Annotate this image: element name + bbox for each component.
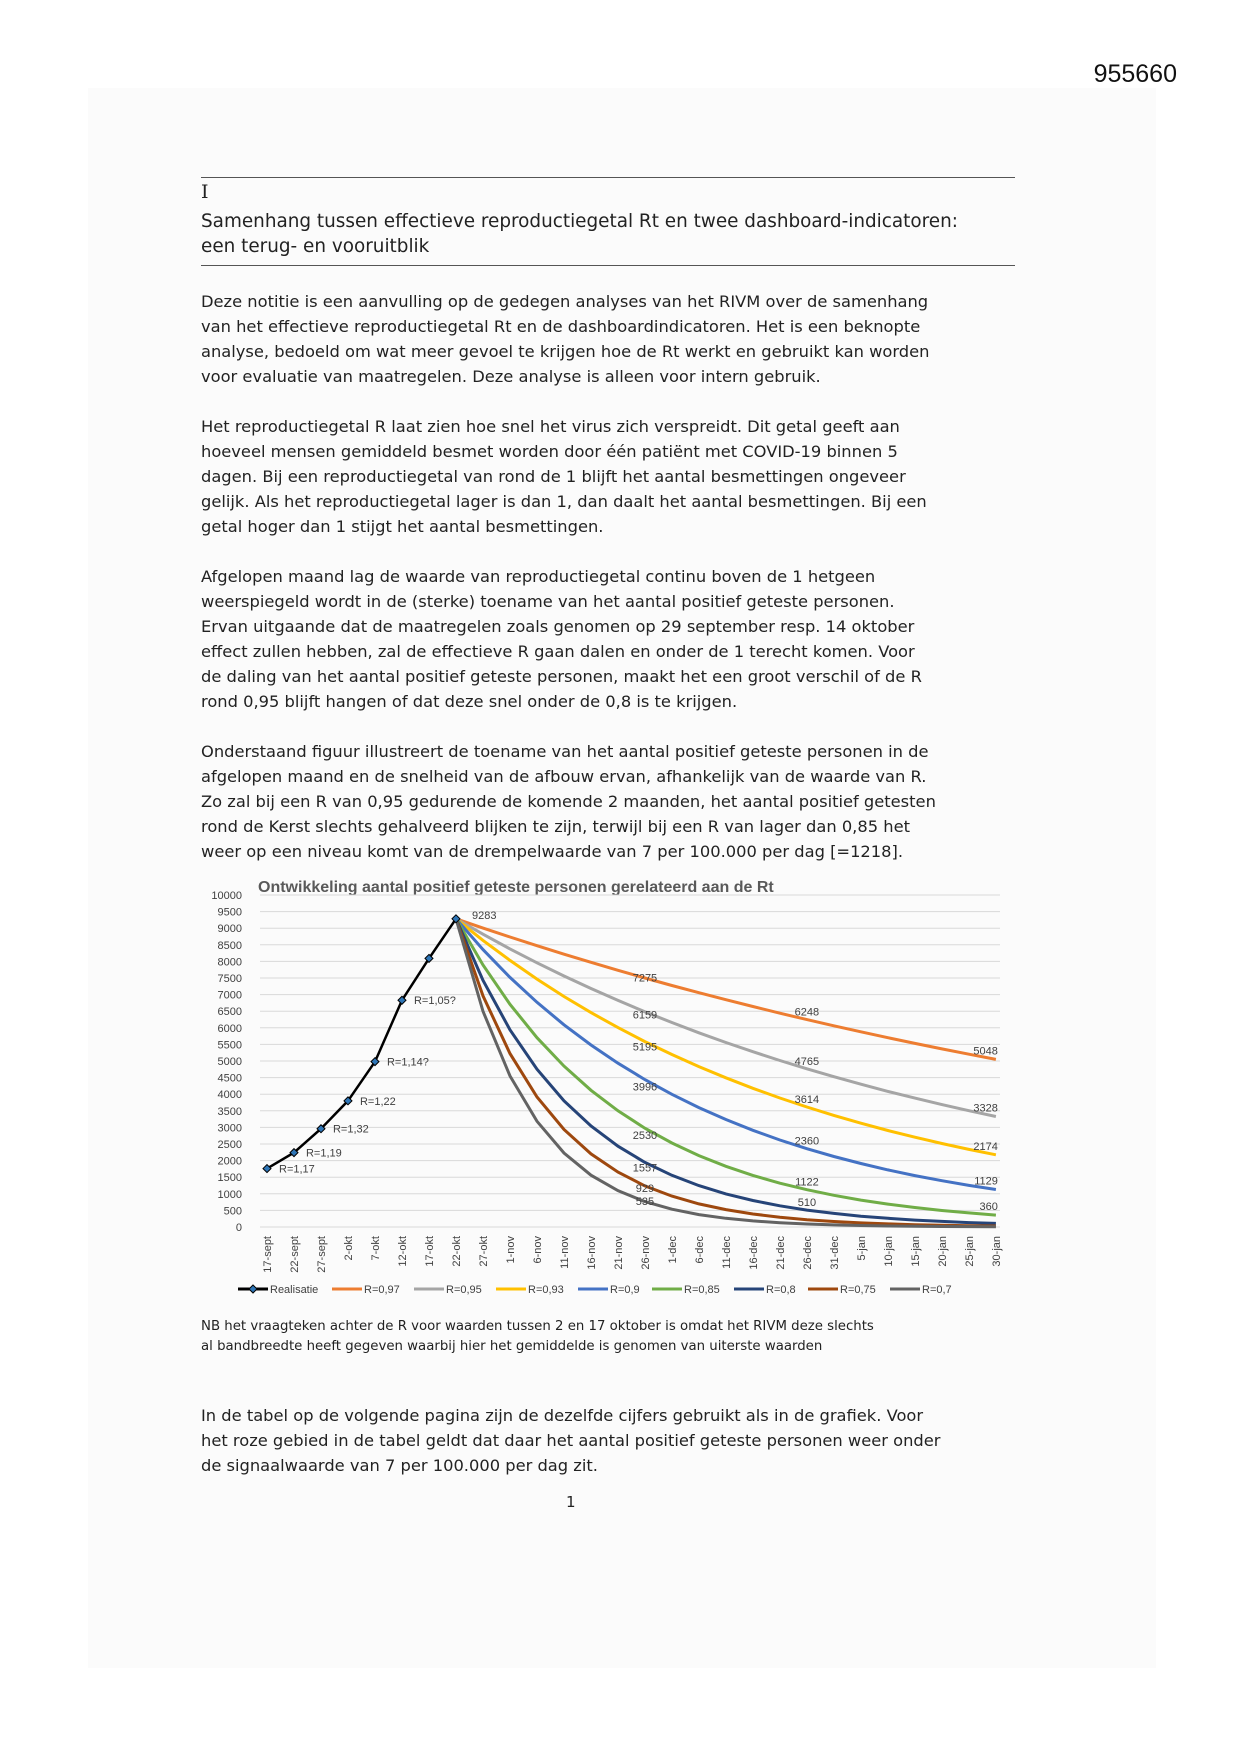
- x-tick-label: 2-okt: [342, 1236, 355, 1261]
- x-tick-label: 6-nov: [531, 1236, 544, 1264]
- x-tick-label: 10-jan: [882, 1236, 895, 1267]
- x-tick-label: 17-okt: [423, 1236, 436, 1267]
- x-tick-label: 11-nov: [558, 1236, 571, 1269]
- document-id: 955660: [1093, 60, 1177, 88]
- text-line: Zo zal bij een R van 0,95 gedurende de komende 2 maanden, het aantal positief getesten: [201, 792, 936, 811]
- r-value-label: R=1,05?: [413, 995, 456, 1008]
- text-line: In de tabel op de volgende pagina zijn de dezelfde cijfers gebruikt als in de grafiek. Voor: [201, 1406, 924, 1425]
- x-tick-label: 6-dec: [693, 1236, 706, 1264]
- legend-label: R=0,97: [364, 1284, 400, 1296]
- text-line: dagen. Bij een reproductiegetal van rond de 1 blijft het aantal besmettingen ongeveer: [201, 467, 906, 486]
- text-line: de signaalwaarde van 7 per 100.000 per dag zit.: [201, 1456, 598, 1475]
- data-label: 1557: [632, 1162, 658, 1175]
- text-line: analyse, bedoeld om wat meer gevoel te krijgen hoe de Rt werkt en gebruikt kan worden: [201, 342, 930, 361]
- y-tick-label: 6000: [217, 1022, 242, 1035]
- y-tick-label: 8000: [217, 956, 242, 969]
- legend-label: R=0,75: [840, 1284, 876, 1296]
- title-line: Samenhang tussen effectieve reproductiegetal Rt en twee dashboard-indicatoren:: [201, 211, 958, 232]
- y-tick-label: 5000: [217, 1056, 242, 1068]
- legend-label: R=0,7: [922, 1284, 952, 1296]
- series-line: [456, 919, 996, 1190]
- paragraph-last-month: [201, 564, 1021, 714]
- legend-label: R=0,9: [610, 1284, 640, 1296]
- x-tick-label: 26-dec: [801, 1236, 814, 1270]
- x-tick-label: 12-okt: [396, 1236, 409, 1267]
- text-line: de daling van het aantal positief geteste personen, maakt het een groot verschil of de R: [201, 667, 922, 686]
- data-label: 9283: [471, 909, 497, 922]
- text-line: Ervan uitgaande dat de maatregelen zoals genomen op 29 september resp. 14 oktober: [201, 617, 915, 636]
- text-line: weer op een niveau komt van de drempelwaarde van 7 per 100.000 per dag [=1218].: [201, 842, 904, 861]
- x-tick-label: 1-dec: [666, 1236, 679, 1264]
- x-tick-label: 22-sept: [288, 1236, 301, 1273]
- x-tick-label: 5-jan: [855, 1236, 868, 1261]
- x-tick-label: 21-dec: [774, 1236, 787, 1270]
- r-value-label: R=1,22: [359, 1095, 396, 1108]
- x-tick-label: 16-dec: [747, 1236, 760, 1270]
- y-tick-label: 4000: [217, 1089, 242, 1102]
- paragraph-definition: [201, 414, 1021, 539]
- text-line: voor evaluatie van maatregelen. Deze analyse is alleen voor intern gebruik.: [201, 367, 821, 386]
- y-tick-label: 1000: [217, 1188, 242, 1201]
- text-line: van het effectieve reproductiegetal Rt en de dashboardindicatoren. Het is een beknopte: [201, 317, 921, 336]
- data-label: 4765: [794, 1055, 820, 1068]
- data-label: 6159: [632, 1009, 658, 1022]
- data-label: 510: [797, 1197, 817, 1210]
- data-label: 7275: [632, 972, 658, 985]
- y-tick-label: 7500: [217, 973, 242, 985]
- y-tick-label: 5500: [217, 1039, 242, 1052]
- y-tick-label: 10000: [211, 890, 242, 902]
- text-line: Onderstaand figuur illustreert de toename van het aantal positief geteste personen in de: [201, 742, 929, 761]
- data-label: 2530: [632, 1130, 658, 1143]
- note-line: al bandbreedte heeft gegeven waarbij hier het gemiddelde is genomen van uiterste waarden: [201, 1339, 823, 1354]
- y-tick-label: 1500: [217, 1172, 242, 1185]
- text-line: rond 0,95 blijft hangen of dat deze snel onder de 0,8 is te krijgen.: [201, 692, 738, 711]
- text-line: Het reproductiegetal R laat zien hoe snel het virus zich verspreidt. Dit getal geeft aan: [201, 417, 900, 436]
- legend-label: Realisatie: [270, 1284, 319, 1296]
- data-label: 360: [979, 1201, 998, 1214]
- x-tick-label: 7-okt: [369, 1236, 382, 1261]
- text-line: hoeveel mensen gemiddeld besmet worden door één patiënt met COVID-19 binnen 5: [201, 442, 898, 461]
- x-tick-label: 31-dec: [828, 1236, 841, 1270]
- text-line: het roze gebied in de tabel geldt dat daar het aantal positief geteste personen weer onder: [201, 1431, 941, 1450]
- paragraph-figure-intro: [201, 739, 1021, 864]
- r-value-label: R=1,17: [279, 1163, 315, 1176]
- y-tick-label: 2500: [217, 1139, 242, 1151]
- chart: [200, 880, 1020, 1320]
- legend-label: R=0,93: [528, 1284, 564, 1296]
- section-number: I: [201, 181, 209, 203]
- x-tick-label: 22-okt: [450, 1236, 463, 1267]
- x-tick-label: 27-sept: [315, 1236, 328, 1273]
- data-label: 3996: [632, 1081, 658, 1094]
- text-line: Deze notitie is een aanvulling op de gedegen analyses van het RIVM over de samenhang: [201, 292, 929, 311]
- y-tick-label: 0: [235, 1222, 242, 1234]
- y-tick-label: 3500: [217, 1105, 242, 1118]
- paragraph-table-reference: [201, 1403, 1021, 1478]
- text-line: gelijk. Als het reproductiegetal lager is dan 1, dan daalt het aantal besmettingen. Bij een: [201, 492, 927, 511]
- r-value-label: R=1,32: [332, 1123, 369, 1136]
- text-line: Afgelopen maand lag de waarde van reproductiegetal continu boven de 1 hetgeen: [201, 567, 876, 586]
- x-tick-label: 30-jan: [990, 1236, 1003, 1267]
- data-label: 1122: [795, 1176, 819, 1189]
- chart-footnote: [201, 1317, 1001, 1357]
- x-tick-label: 20-jan: [936, 1236, 949, 1267]
- legend-label: R=0,8: [766, 1284, 796, 1296]
- series-line: [456, 919, 996, 1226]
- title-bottom-rule: [201, 265, 1015, 266]
- text-line: rond de Kerst slechts gehalveerd blijken te zijn, terwijl bij een R van lager dan 0,85 het: [201, 817, 910, 836]
- y-tick-label: 8500: [217, 939, 242, 952]
- chart-title: Ontwikkeling aantal positief geteste personen gerelateerd aan de Rt: [258, 880, 774, 896]
- legend-label: R=0,95: [446, 1284, 482, 1296]
- data-label: 5048: [973, 1045, 998, 1058]
- text-line: afgelopen maand en de snelheid van de afbouw ervan, afhankelijk van de waarde van R.: [201, 767, 927, 786]
- text-line: getal hoger dan 1 stijgt het aantal besmettingen.: [201, 517, 604, 536]
- y-tick-label: 9000: [217, 923, 242, 936]
- x-tick-label: 25-jan: [963, 1236, 976, 1267]
- y-tick-label: 6500: [217, 1006, 242, 1019]
- y-tick-label: 4500: [217, 1072, 242, 1085]
- paragraph-intro: [201, 289, 1021, 389]
- chart-svg: [200, 880, 1020, 1320]
- r-value-label: R=1,14?: [386, 1056, 429, 1069]
- y-tick-label: 500: [223, 1205, 242, 1218]
- data-label: 535: [635, 1196, 655, 1209]
- x-tick-label: 15-jan: [909, 1236, 922, 1267]
- y-tick-label: 3000: [217, 1122, 242, 1135]
- series-line: [456, 919, 996, 1227]
- y-tick-label: 7000: [217, 989, 242, 1002]
- y-tick-label: 2000: [217, 1155, 242, 1168]
- x-tick-label: 1-nov: [504, 1236, 517, 1264]
- y-tick-label: 9500: [217, 906, 242, 919]
- legend-label: R=0,85: [684, 1284, 720, 1296]
- data-label: 2360: [794, 1135, 820, 1148]
- data-label: 929: [635, 1183, 655, 1196]
- data-label: 2174: [973, 1140, 998, 1153]
- title-line: een terug- en vooruitblik: [201, 236, 430, 257]
- text-line: weerspiegeld wordt in de (sterke) toename van het aantal positief geteste personen.: [201, 592, 895, 611]
- top-rule: [201, 177, 1015, 178]
- page-title: [201, 209, 1021, 259]
- text-line: effect zullen hebben, zal de effectieve R gaan dalen en onder de 1 terecht komen. Voor: [201, 642, 915, 661]
- series-line: [456, 919, 996, 1224]
- legend-marker: [249, 1285, 257, 1293]
- x-tick-label: 27-okt: [477, 1236, 490, 1267]
- data-label: 6248: [794, 1006, 820, 1019]
- series-line: [456, 919, 996, 1117]
- r-value-label: R=1,19: [305, 1147, 342, 1160]
- data-label: 3328: [973, 1102, 998, 1115]
- data-label: 1129: [974, 1175, 998, 1188]
- page-number: 1: [566, 1493, 576, 1511]
- data-label: 5195: [632, 1041, 658, 1054]
- x-tick-label: 16-nov: [585, 1236, 598, 1270]
- x-tick-label: 21-nov: [612, 1236, 625, 1270]
- x-tick-label: 26-nov: [639, 1236, 652, 1270]
- x-tick-label: 11-dec: [720, 1236, 733, 1269]
- data-label: 3614: [794, 1094, 820, 1107]
- note-line: NB het vraagteken achter de R voor waarden tussen 2 en 17 oktober is omdat het RIVM deze slechts: [201, 1319, 874, 1334]
- x-tick-label: 17-sept: [262, 1236, 274, 1273]
